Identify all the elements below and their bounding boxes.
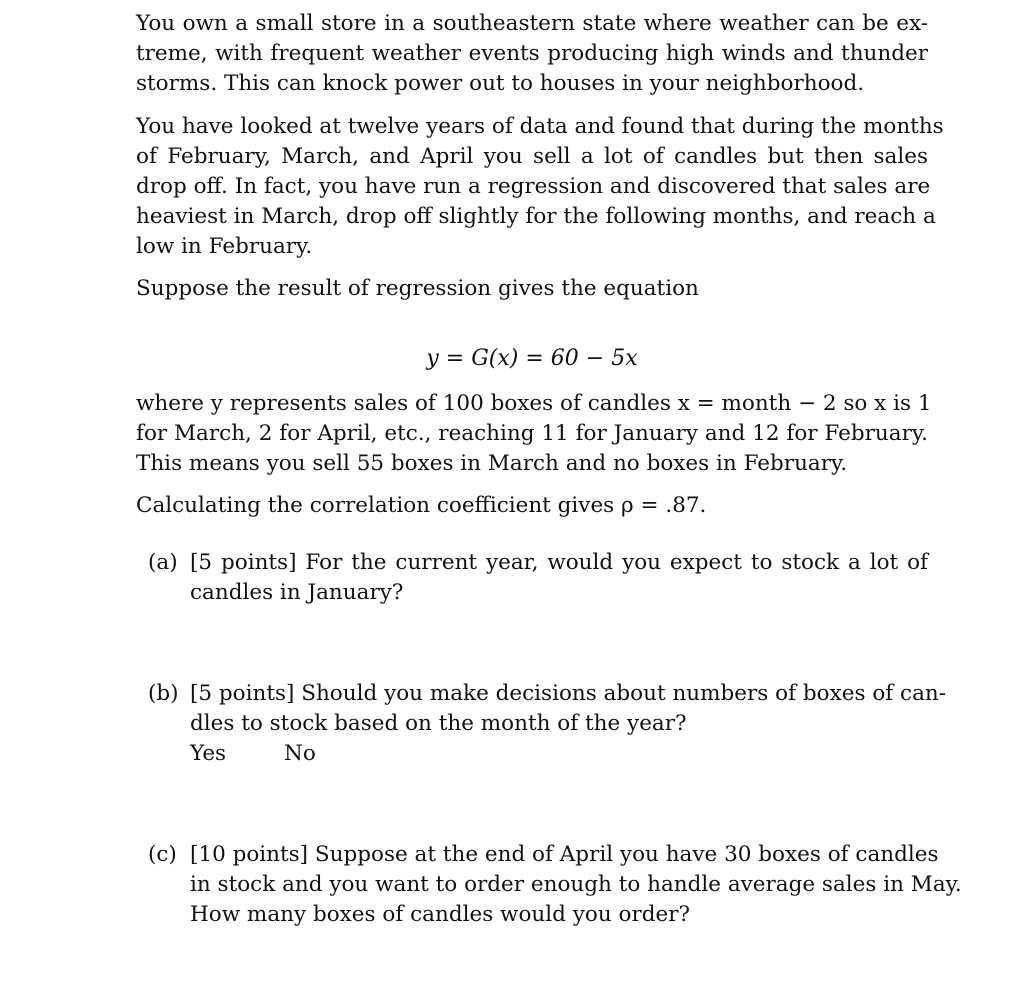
question-c-label: (c) xyxy=(148,842,177,867)
question-c xyxy=(136,840,962,934)
question-c-line-1: [10 points] Suppose at the end of April you have 30 boxes of candles xyxy=(190,842,939,867)
question-a-line-1: [5 points] For the current year, would you expect to stock a lot of xyxy=(190,550,928,575)
question-b-label: (b) xyxy=(148,681,179,706)
question-b xyxy=(136,679,947,773)
correlation-paragraph xyxy=(136,491,928,521)
intro-line-3: storms. This can knock power out to houses in your neighborhood. xyxy=(136,71,865,96)
question-b-line-2: dles to stock based on the month of the year? xyxy=(190,711,687,736)
regression-intro-text: Suppose the result of regression gives the equation xyxy=(136,276,699,301)
question-b-body xyxy=(190,679,947,769)
question-a-label: (a) xyxy=(148,550,178,575)
regression-intro xyxy=(136,274,928,304)
explanation-line-3: This means you sell 55 boxes in March and no boxes in February. xyxy=(136,451,848,476)
question-c-line-2: in stock and you want to order enough to handle average sales in May. xyxy=(190,872,962,897)
answer-no-option[interactable]: No xyxy=(284,741,316,766)
data-paragraph xyxy=(136,112,944,262)
data-line-5: low in February. xyxy=(136,234,313,259)
question-b-line-1: [5 points] Should you make decisions about numbers of boxes of can- xyxy=(190,681,947,706)
answer-yes-option[interactable]: Yes xyxy=(190,741,227,766)
correlation-text: Calculating the correlation coefficient gives ρ = .87. xyxy=(136,493,707,518)
data-line-1: You have looked at twelve years of data and found that during the months xyxy=(136,114,944,139)
question-c-body xyxy=(190,840,962,930)
question-a-line-2: candles in January? xyxy=(190,580,404,605)
data-line-2: of February, March, and April you sell a lot of candles but then sales xyxy=(136,144,928,169)
question-a-body xyxy=(190,548,928,608)
data-line-4: heaviest in March, drop off slightly for the following months, and reach a xyxy=(136,204,936,229)
answer-options xyxy=(190,739,928,769)
question-c-line-3: How many boxes of candles would you order? xyxy=(190,902,691,927)
intro-line-1: You own a small store in a southeastern state where weather can be ex- xyxy=(136,11,928,36)
explanation-line-2: for March, 2 for April, etc., reaching 11 for January and 12 for February. xyxy=(136,421,928,446)
explanation-paragraph xyxy=(136,389,932,479)
question-a xyxy=(136,548,928,612)
regression-equation xyxy=(0,344,1024,374)
intro-paragraph xyxy=(136,9,928,99)
intro-line-2: treme, with frequent weather events producing high winds and thunder xyxy=(136,41,928,66)
explanation-line-1: where y represents sales of 100 boxes of candles x = month − 2 so x is 1 xyxy=(136,391,932,416)
data-line-3: drop off. In fact, you have run a regression and discovered that sales are xyxy=(136,174,931,199)
equation-text: y = G(x) = 60 − 5x xyxy=(426,346,638,371)
